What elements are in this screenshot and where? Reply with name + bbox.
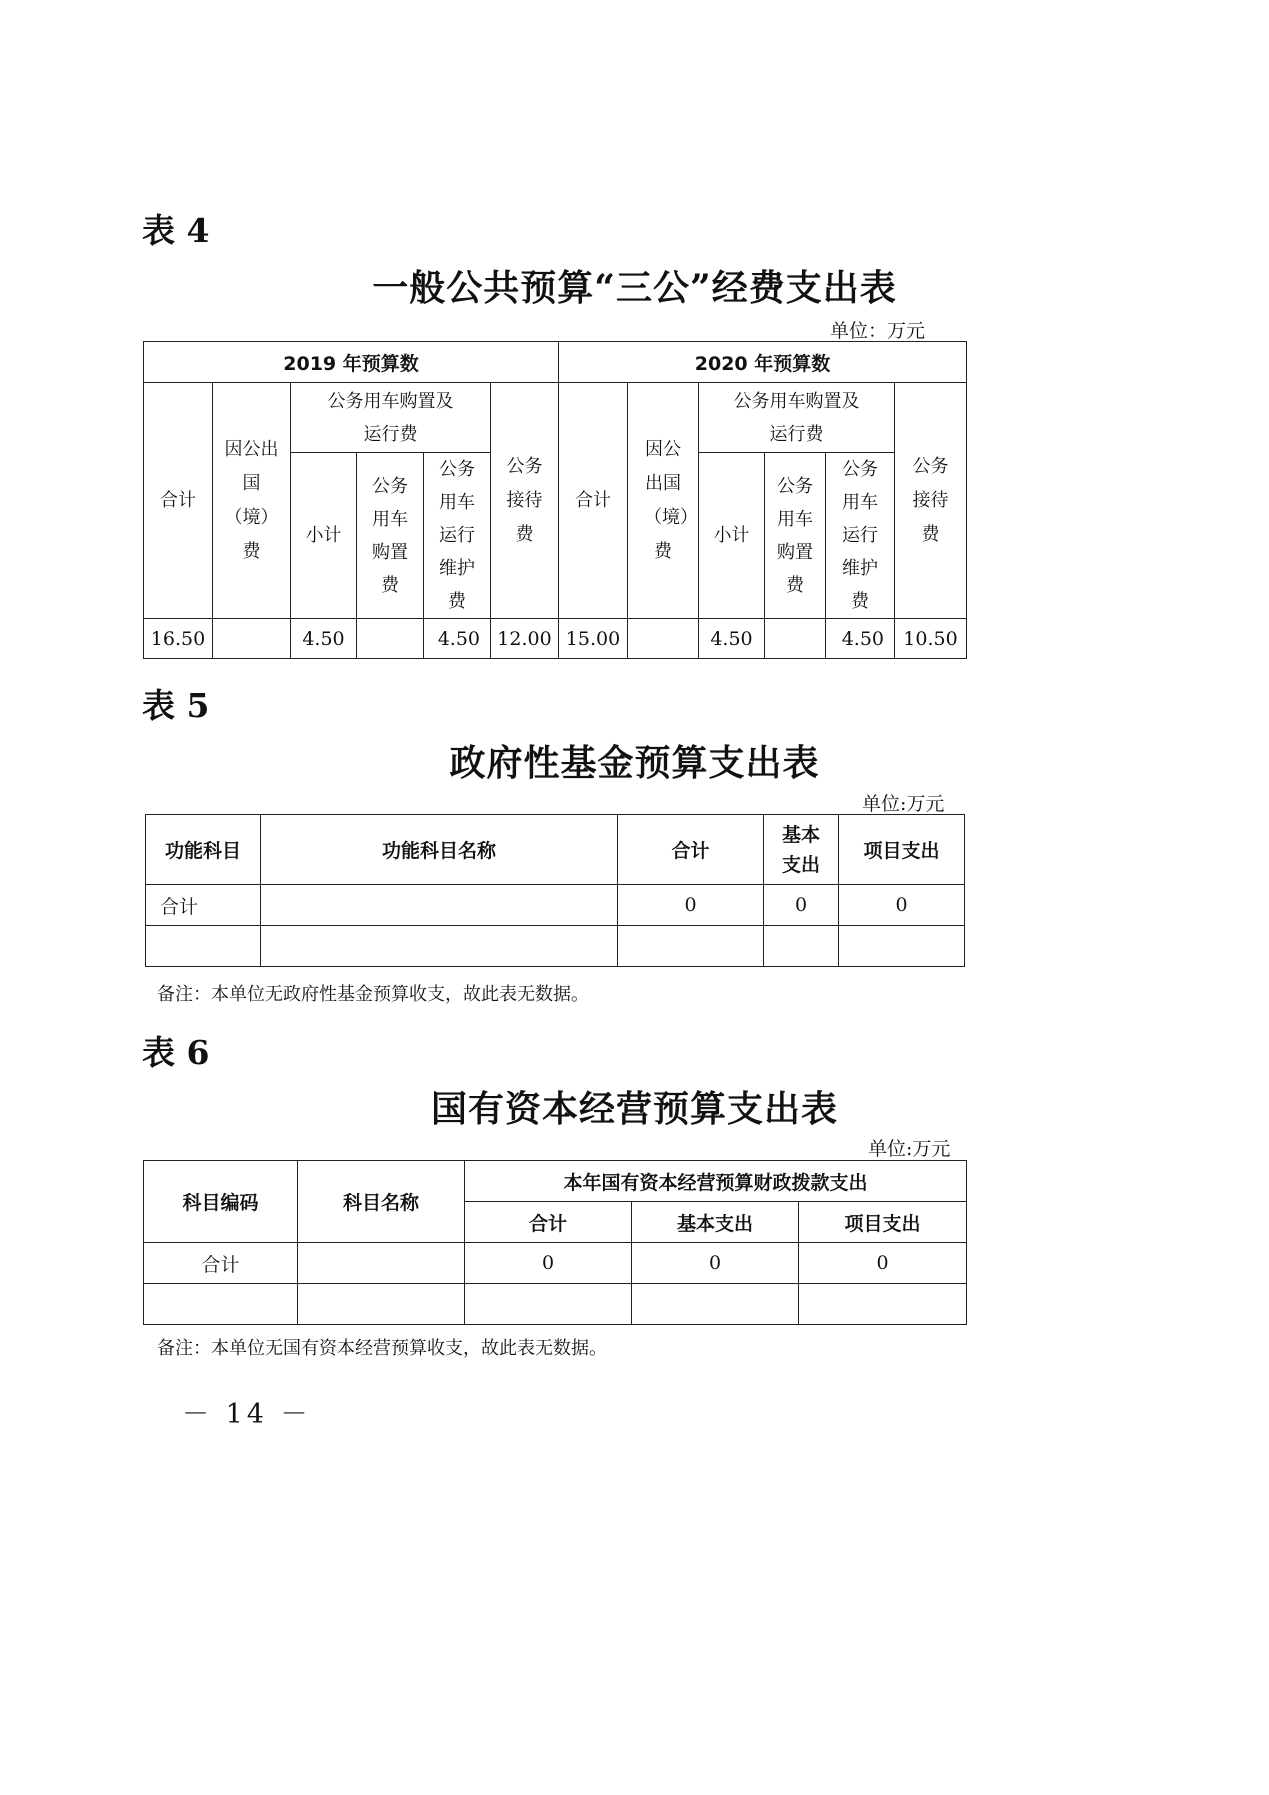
header-project-expense: 项目支出 [839, 815, 965, 885]
cell [632, 1284, 799, 1325]
cell [144, 1284, 298, 1325]
cell-2020-car-purchase [765, 619, 826, 659]
year-2019-header: 2019 年预算数 [144, 342, 559, 383]
page-number: － 14 － [182, 1399, 312, 1430]
col-reception-2019: 公务接待费 [491, 383, 559, 619]
cell: 0 [465, 1243, 632, 1284]
table4-unit: 单位：万元 [830, 320, 926, 342]
cell [298, 1243, 465, 1284]
table5-note: 备注：本单位无政府性基金预算收支，故此表无数据。 [157, 984, 589, 1005]
table5-unit: 单位:万元 [862, 793, 945, 815]
cell-2020-abroad [628, 619, 699, 659]
header-basic-expense: 基本支出 [632, 1202, 799, 1243]
header-state-capital-group: 本年国有资本经营预算财政拨款支出 [465, 1161, 967, 1202]
cell: 0 [764, 885, 839, 926]
table4-label: 表 4 [142, 211, 210, 250]
col-abroad-2020: 因公出国（境）费 [628, 383, 699, 619]
table4-title: 一般公共预算“三公”经费支出表 [372, 267, 897, 309]
col-total-2020: 合计 [559, 383, 628, 619]
cell-2019-abroad [213, 619, 291, 659]
header-total: 合计 [618, 815, 764, 885]
header-total: 合计 [465, 1202, 632, 1243]
cell-2019-car-purchase [357, 619, 424, 659]
header-function-code: 功能科目 [146, 815, 261, 885]
cell: 0 [799, 1243, 967, 1284]
cell: 合计 [144, 1243, 298, 1284]
cell: 0 [618, 885, 764, 926]
col-car-group-2019: 公务用车购置及运行费 [291, 383, 491, 453]
cell [261, 926, 618, 967]
cell-2020-car-subtotal: 4.50 [699, 619, 765, 659]
table-row [146, 885, 965, 926]
table5-title: 政府性基金预算支出表 [449, 742, 820, 784]
cell [146, 926, 261, 967]
table-row [146, 926, 965, 967]
table-row [144, 1284, 967, 1325]
col-car-purchase-2020: 公务用车购置费 [765, 453, 826, 619]
table5 [145, 814, 965, 967]
cell [799, 1284, 967, 1325]
cell [618, 926, 764, 967]
table6-note: 备注：本单位无国有资本经营预算收支，故此表无数据。 [157, 1338, 607, 1359]
table6 [143, 1160, 967, 1325]
col-total-2019: 合计 [144, 383, 213, 619]
cell-2019-total: 16.50 [144, 619, 213, 659]
cell-2019-car-subtotal: 4.50 [291, 619, 357, 659]
col-car-group-2020: 公务用车购置及运行费 [699, 383, 895, 453]
cell [298, 1284, 465, 1325]
table6-unit: 单位:万元 [868, 1138, 951, 1160]
col-car-subtotal-2019: 小计 [291, 453, 357, 619]
header-project-expense: 项目支出 [799, 1202, 967, 1243]
col-car-subtotal-2020: 小计 [699, 453, 765, 619]
cell [839, 926, 965, 967]
cell [465, 1284, 632, 1325]
cell: 0 [632, 1243, 799, 1284]
cell: 0 [839, 885, 965, 926]
table-row [144, 1243, 967, 1284]
year-2020-header: 2020 年预算数 [559, 342, 967, 383]
col-abroad-2019: 因公出国（境）费 [213, 383, 291, 619]
col-car-purchase-2019: 公务用车购置费 [357, 453, 424, 619]
header-function-name: 功能科目名称 [261, 815, 618, 885]
cell: 合计 [146, 885, 261, 926]
header-basic-expense: 基本支出 [764, 815, 839, 885]
cell-2019-reception: 12.00 [491, 619, 559, 659]
table5-label: 表 5 [142, 686, 210, 725]
cell [261, 885, 618, 926]
cell-2020-reception: 10.50 [895, 619, 967, 659]
header-subject-code: 科目编码 [144, 1161, 298, 1243]
table4 [143, 341, 967, 659]
col-car-operation-2020: 公务用车运行维护费 [826, 453, 895, 619]
col-reception-2020: 公务接待费 [895, 383, 967, 619]
cell-2019-car-operation: 4.50 [424, 619, 491, 659]
table6-title: 国有资本经营预算支出表 [430, 1088, 838, 1130]
col-car-operation-2019: 公务用车运行维护费 [424, 453, 491, 619]
table6-label: 表 6 [142, 1033, 210, 1072]
cell [764, 926, 839, 967]
header-subject-name: 科目名称 [298, 1161, 465, 1243]
cell-2020-car-operation: 4.50 [826, 619, 895, 659]
cell-2020-total: 15.00 [559, 619, 628, 659]
